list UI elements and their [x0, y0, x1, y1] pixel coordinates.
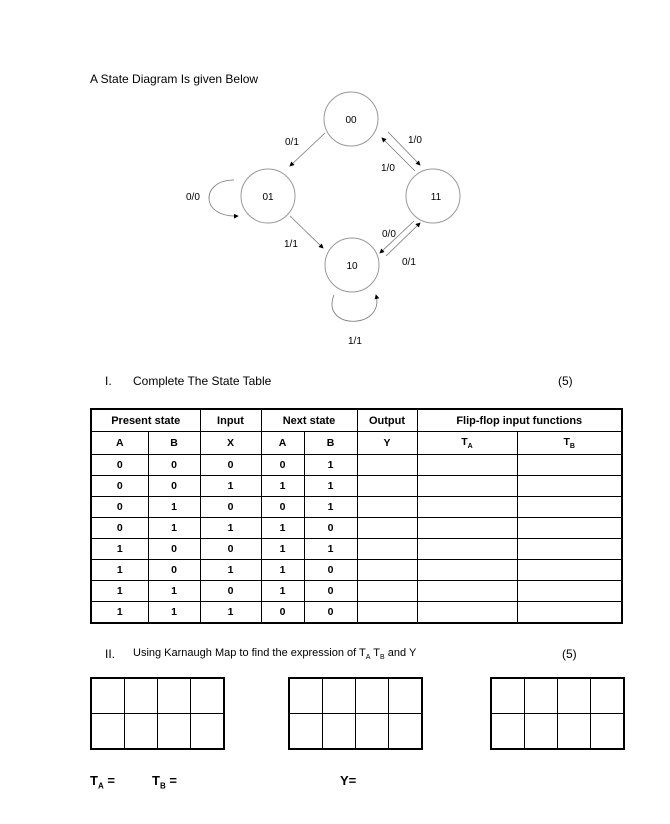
empty-answer-cell: [417, 560, 517, 581]
cell: 1: [261, 560, 304, 581]
state-table: [90, 408, 623, 624]
section2-numeral: II.: [105, 647, 116, 661]
label-11-00: 1/0: [381, 163, 395, 174]
label-01-self: 0/0: [186, 192, 200, 203]
cell: 1: [148, 518, 200, 539]
section2-title: Using Karnaugh Map to find the expression of $T_A$ $T_B$ and Y: [133, 647, 417, 662]
cell: 1: [200, 518, 261, 539]
edge-01-self: [209, 180, 238, 216]
empty-answer-cell: [417, 581, 517, 602]
cell: 1: [200, 476, 261, 497]
empty-answer-cell: [417, 518, 517, 539]
empty-answer-cell: [517, 455, 622, 476]
answer-y: Y=: [340, 773, 357, 788]
cell: 0: [261, 602, 304, 624]
cell: 0: [200, 497, 261, 518]
cell: 1: [261, 539, 304, 560]
cell: 1: [91, 602, 148, 624]
empty-answer-cell: [517, 518, 622, 539]
cell: 0: [261, 497, 304, 518]
state-00-label: 00: [345, 115, 357, 126]
section2-marks: (5): [562, 647, 577, 661]
state-01-label: 01: [262, 192, 274, 203]
cell: 1: [304, 497, 357, 518]
cell: 0: [200, 539, 261, 560]
empty-answer-cell: [517, 602, 622, 624]
cell: 1: [91, 581, 148, 602]
section1-title: Complete The State Table: [133, 374, 272, 388]
cell: 1: [148, 497, 200, 518]
empty-answer-cell: [357, 539, 417, 560]
empty-answer-cell: [417, 455, 517, 476]
label-10-11: 0/1: [402, 257, 416, 268]
table-row: [91, 560, 622, 581]
subheader-ta: $T_A$: [417, 432, 517, 455]
subheader-tb: $T_B$: [517, 432, 622, 455]
cell: 0: [91, 455, 148, 476]
label-10-self: 1/1: [348, 336, 362, 347]
cell: 0: [304, 581, 357, 602]
cell: 1: [261, 518, 304, 539]
cell: 0: [261, 455, 304, 476]
label-11-10: 0/0: [382, 229, 396, 240]
empty-answer-cell: [517, 476, 622, 497]
subheader-x: X: [200, 432, 261, 455]
table-row: [91, 602, 622, 624]
empty-answer-cell: [517, 497, 622, 518]
subheader-a: A: [91, 432, 148, 455]
cell: 1: [148, 581, 200, 602]
section1-numeral: I.: [105, 374, 112, 388]
subheader-b: B: [148, 432, 200, 455]
empty-answer-cell: [357, 497, 417, 518]
edge-10-self: [332, 295, 377, 321]
table-row: [91, 539, 622, 560]
empty-answer-cell: [417, 476, 517, 497]
table-row: [91, 455, 622, 476]
header-input: Input: [200, 409, 261, 432]
subheader-y: Y: [357, 432, 417, 455]
empty-answer-cell: [357, 476, 417, 497]
kmap-tb: [288, 677, 423, 750]
cell: 1: [261, 476, 304, 497]
label-00-01: 0/1: [285, 137, 299, 148]
heading: A State Diagram Is given Below: [90, 72, 259, 86]
state-diagram: [0, 0, 670, 370]
kmap-y: [490, 677, 625, 750]
cell: 1: [304, 539, 357, 560]
cell: 0: [304, 518, 357, 539]
cell: 1: [91, 539, 148, 560]
cell: 0: [200, 581, 261, 602]
cell: 1: [200, 602, 261, 624]
empty-answer-cell: [357, 560, 417, 581]
label-00-11: 1/0: [408, 135, 422, 146]
cell: 0: [91, 497, 148, 518]
header-flip-flop: Flip-flop input functions: [417, 409, 622, 432]
empty-answer-cell: [417, 602, 517, 624]
table-row: [91, 476, 622, 497]
cell: 1: [261, 581, 304, 602]
empty-answer-cell: [517, 581, 622, 602]
empty-answer-cell: [357, 518, 417, 539]
kmap-ta: [90, 677, 225, 750]
cell: 0: [148, 455, 200, 476]
header-present-state: Present state: [91, 409, 200, 432]
cell: 0: [148, 560, 200, 581]
table-row: [91, 518, 622, 539]
empty-answer-cell: [517, 560, 622, 581]
empty-answer-cell: [417, 539, 517, 560]
cell: 0: [148, 539, 200, 560]
empty-answer-cell: [357, 602, 417, 624]
table-row: [91, 497, 622, 518]
cell: 0: [148, 476, 200, 497]
cell: 0: [304, 602, 357, 624]
header-next-state: Next state: [261, 409, 357, 432]
table-row: [91, 581, 622, 602]
subheader-next-a: A: [261, 432, 304, 455]
empty-answer-cell: [357, 455, 417, 476]
cell: 1: [200, 560, 261, 581]
cell: 0: [200, 455, 261, 476]
state-10-label: 10: [346, 261, 358, 272]
cell: 0: [91, 518, 148, 539]
state-11-label: 11: [430, 192, 442, 203]
empty-answer-cell: [357, 581, 417, 602]
subheader-next-b: B: [304, 432, 357, 455]
answer-ta: $T_A$ =: [90, 773, 115, 791]
empty-answer-cell: [517, 539, 622, 560]
empty-answer-cell: [417, 497, 517, 518]
section1-marks: (5): [558, 374, 573, 388]
label-01-10: 1/1: [284, 239, 298, 250]
cell: 1: [148, 602, 200, 624]
header-output: Output: [357, 409, 417, 432]
cell: 0: [91, 476, 148, 497]
cell: 1: [91, 560, 148, 581]
cell: 1: [304, 455, 357, 476]
cell: 1: [304, 476, 357, 497]
answer-tb: $T_B$ =: [152, 773, 177, 791]
cell: 0: [304, 560, 357, 581]
